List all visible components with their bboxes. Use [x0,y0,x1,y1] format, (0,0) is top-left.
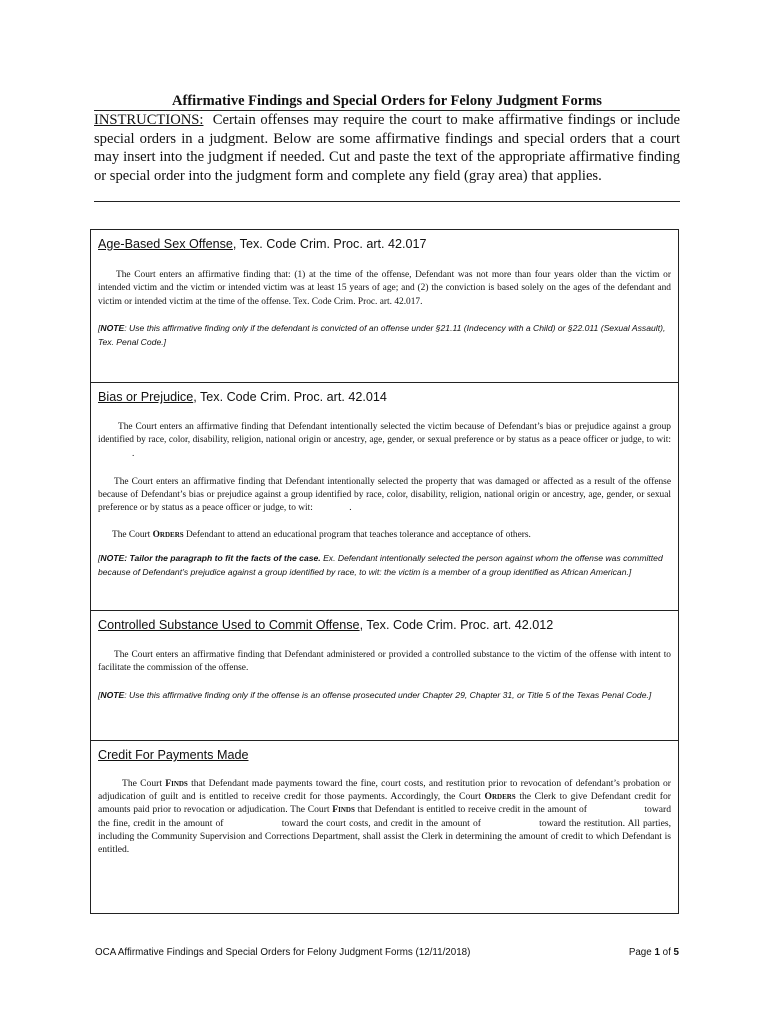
section-age-based [91,230,678,383]
paragraph-text: The Court [112,529,151,540]
finding-paragraph: The Court enters an affirmative finding that Defendant intentionally selected the property that was damaged or affected as a result of the offense because of Defendant’s bias or prejudice against a group identified by race, color, disability, religion, national origin or ancestry, age, gender, or sexual preference or by status as a peace officer or judge, to wit: . [98,476,671,514]
section-bias [91,383,678,611]
total-pages: 5 [673,947,679,958]
note: [NOTE: Tailor the paragraph to fit the facts of the case. Ex. Defendant intentionally selected the person against whom the offense was committed because of Defendant’s prejudice against a group identified by race, to wit: the victim is a member of a group identified as African American.] [98,553,663,578]
section-credit-payments [91,741,678,913]
paragraph-text: The Court [122,778,162,789]
paragraph-text: toward the fine, credit in the amount of [98,804,672,829]
footer-form-title: OCA Affirmative Findings and Special Orders for Felony Judgment Forms (12/11/2018) [95,947,471,958]
note-label: NOTE [100,689,125,700]
section-heading [98,617,671,633]
section-name: Bias or Prejudice [98,390,194,404]
page-number [629,947,679,958]
section-heading [98,389,671,405]
note: [NOTE: Use this affirmative finding only if the offense is an offense prosecuted under Chapter 29, Chapter 31, or Title 5 of the Texas Penal Code.] [98,689,652,700]
of-word: of [662,947,671,958]
section-heading [98,236,671,252]
page-word: Page [628,947,652,958]
note-text: : Use this affirmative finding only if the defendant is convicted of an offense under §21.11 (Indecency with a Child) or §22.011 (Sexual Assault), Tex. Penal Code.] [98,322,666,347]
finds-keyword: Finds [165,778,188,789]
instructions-lead: INSTRUCTIONS: [94,112,204,128]
section-heading [98,747,671,763]
paragraph-text: The Court enters an affirmative finding that Defendant intentionally selected the victim because of Defendant’s bias or prejudice against a group identified by race, color, disability, religion, national origin or ancestry, age, gender, or sexual preference or by status as a peace officer or judge, to wit: [98,422,671,446]
section-name: Credit For Payments Made [98,748,249,762]
section-name: Controlled Substance Used to Commit Offense [98,618,360,632]
paragraph-text: that Defendant made payments toward the fine, court costs, and restitution prior to revocation of defendant’s probation or adjudication of guilt and is entitled to receive credit for those payments. Accordingly, the Court [98,778,672,803]
note: [NOTE: Use this affirmative finding only if the defendant is convicted of an offense under §21.11 (Indecency with a Child) or §22.011 (Sexual Assault), Tex. Penal Code.] [98,322,666,347]
paragraph-text: Defendant to attend an educational program that teaches tolerance and acceptance of others. [186,529,531,540]
section-name: Age-Based Sex Offense [98,237,233,251]
document-title: Affirmative Findings and Special Orders for Felony Judgment Forms [172,93,602,109]
current-page: 1 [654,947,660,958]
section-controlled-substance [91,611,678,741]
paragraph-text: toward the restitution. All parties, including the Community Supervision and Corrections Department, shall assist the Clerk in determining the amount of credit to which Defendant is entitled. [98,817,671,856]
note-label: NOTE: Tailor the paragraph to fit the facts of the case. [100,553,321,564]
paragraph-text: that Defendant is entitled to receive credit in the amount of [357,804,587,816]
finds-keyword: Finds [332,804,355,816]
paragraph-text: toward the court costs, and credit in the amount of [281,817,481,829]
section-citation: , Tex. Code Crim. Proc. art. 42.014 [193,390,387,404]
note-text: Ex. Defendant intentionally selected the person against whom the offense was committed because of Defendant’s prejudice against a group identified by race, to wit: the victim is a member of a group identified as African American.] [98,553,663,578]
note-text: : Use this affirmative finding only if the offense is an offense prosecuted under Chapter 29, Chapter 31, or Title 5 of the Texas Penal Code.] [124,689,652,700]
paragraph-text: the Clerk to give Defendant credit for amounts paid prior to revocation or adjudication. The Court [98,791,671,816]
finding-paragraph: The Court enters an affirmative finding that Defendant intentionally selected the victim because of Defendant’s bias or prejudice against a group identified by race, color, disability, religion, national origin or ancestry, age, gender, or sexual preference or by status as a peace officer or judge, to wit: . [98,422,671,459]
order-paragraph [98,529,671,542]
findings-table [90,229,679,914]
instructions-block [94,110,680,202]
orders-keyword: Orders [152,529,184,540]
credit-paragraph [98,777,671,856]
paragraph-text: The Court enters an affirmative finding that Defendant intentionally selected the property that was damaged or affected as a result of the offense because of Defendant’s bias or prejudice against a group identified by race, color, disability, religion, national origin or ancestry, age, gender, or sexual preference or by status as a peace officer or judge, to wit: [98,476,671,514]
section-citation: , Tex. Code Crim. Proc. art. 42.017 [232,237,427,251]
finding-paragraph: The Court enters an affirmative finding that Defendant administered or provided a controlled substance to the victim of the offense with intent to facilitate the commission of the offense. [98,650,671,674]
orders-keyword: Orders [484,791,516,803]
finding-paragraph: The Court enters an affirmative finding that: (1) at the time of the offense, Defendant was not more than four years older than the victim or intended victim and the victim or intended victim was at least 15 years of age; and (2) the conviction is based solely on the ages of the defendant and victim or intended victim at the time of the offense. Tex. Code Crim. Proc. art. 42.017. [98,270,671,307]
section-citation: , Tex. Code Crim. Proc. art. 42.012 [359,618,554,632]
instructions-text: Certain offenses may require the court to make affirmative findings or include special orders in a judgment. Below are some affirmative findings and special orders that a court may insert into the judgment if needed. Cut and paste the text of the appropriate affirmative finding or special order into the judgment form and complete any field (gray area) that applies. [94,112,680,184]
note-label: NOTE [100,322,125,333]
